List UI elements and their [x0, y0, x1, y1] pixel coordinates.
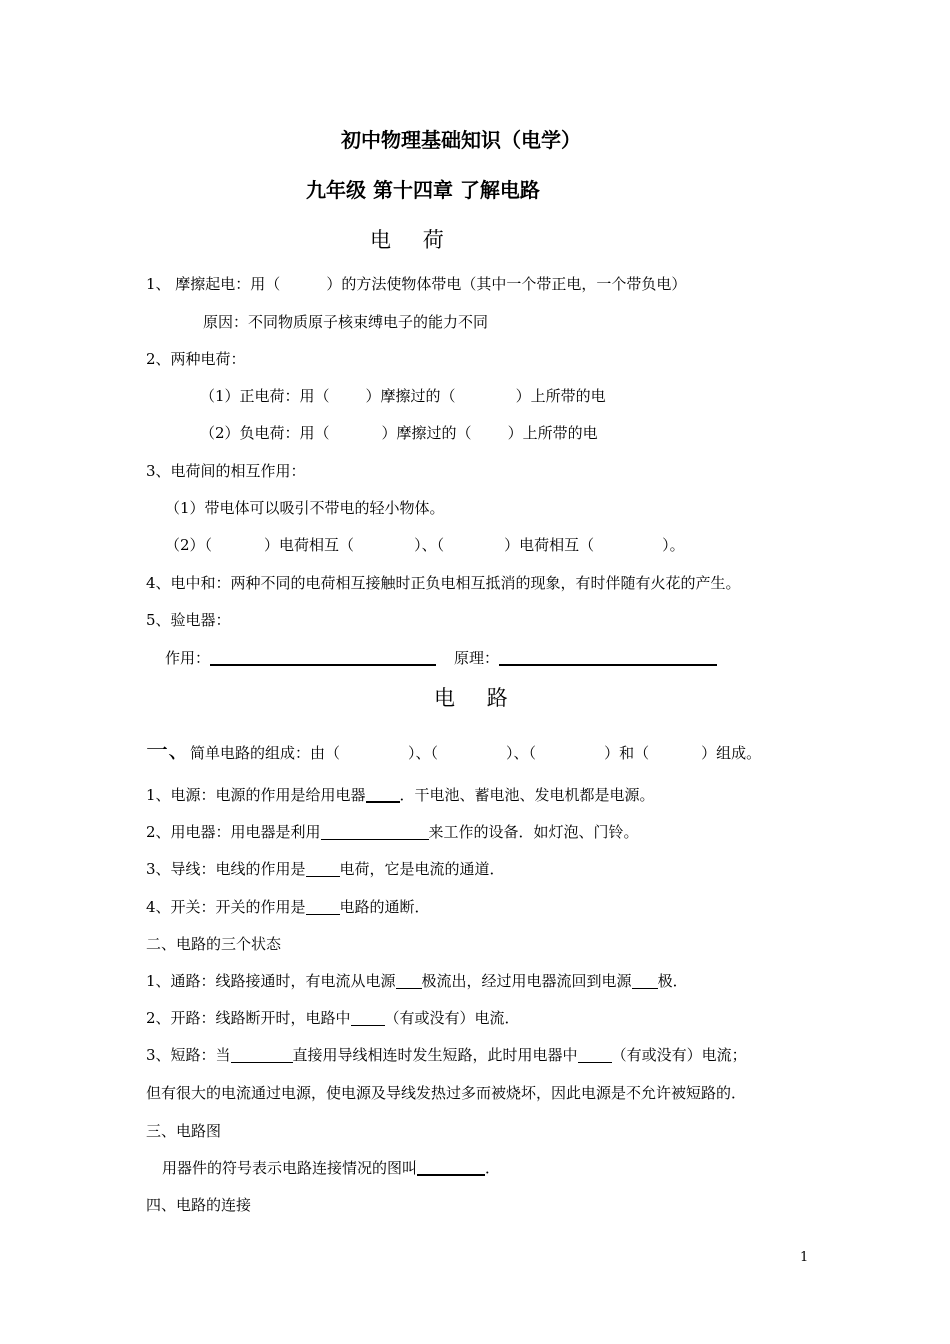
page-number: 1 — [800, 1250, 809, 1265]
charge-item-2-2: （2）负电荷：用（ ）摩擦过的（ ）上所带的电 — [200, 424, 598, 442]
section-heading-circuit: 电 路 — [434, 686, 509, 710]
charge-item-3-1: （1）带电体可以吸引不带电的轻小物体。 — [165, 499, 445, 517]
page-title: 初中物理基础知识（电学） — [341, 128, 581, 152]
circuit-item-3: 3、导线：电线的作用是 电荷，它是电流的通道． — [146, 860, 505, 878]
circuit-item-2: 2、用电器：用电器是利用 来工作的设备．如灯泡、门铃。 — [146, 823, 639, 841]
chapter-title: 九年级 第十四章 了解电路 — [306, 178, 540, 202]
charge-item-4: 4、电中和：两种不同的电荷相互接触时正负电相互抵消的现象，有时伴随有火花的产生。 — [146, 574, 741, 592]
circuit-state-3-cont: 但有很大的电流通过电源，使电源及导线发热过多而被烧坏，因此电源是不允许被短路的． — [146, 1084, 747, 1102]
circuit-item-4: 4、开关：开关的作用是 电路的通断． — [146, 898, 430, 916]
electroscope-fill-line — [165, 648, 717, 668]
charge-item-3: 3、电荷间的相互作用： — [146, 462, 306, 480]
charge-item-3-2: （2）（ ）电荷相互（ ）、（ ）电荷相互（ ）。 — [165, 536, 685, 554]
charge-item-1-reason: 原因：不同物质原子核束缚电子的能力不同 — [203, 313, 489, 331]
circuit-section-1: 一、简单电路的组成：由（ ）、（ ）、（ ）和（ ）组成。 — [146, 739, 762, 764]
circuit-section-4: 四、电路的连接 — [146, 1196, 252, 1214]
section-heading-charge: 电 荷 — [370, 228, 445, 252]
circuit-state-2: 2、开路：线路断开时，电路中 （有或没有）电流． — [146, 1009, 520, 1027]
electroscope-use-label: 作用： — [165, 649, 211, 667]
circuit-section-2: 二、电路的三个状态 — [146, 935, 282, 953]
circuit-state-1: 1、通路：线路接通时，有电流从电源 极流出，经过用电器流回到电源 极． — [146, 972, 688, 990]
circuit-diagram-def: 用器件的符号表示电路连接情况的图叫 ． — [162, 1159, 501, 1177]
charge-item-2: 2、两种电荷： — [146, 350, 246, 368]
circuit-section-3: 三、电路图 — [146, 1122, 222, 1140]
circuit-item-1: 1、电源：电源的作用是给用电器 ．干电池、蓄电池、发电机都是电源。 — [146, 786, 655, 804]
charge-item-1: 1、 摩擦起电：用（ ）的方法使物体带电（其中一个带正电，一个带负电） — [146, 275, 687, 293]
electroscope-principle-label: 原理： — [454, 649, 500, 667]
charge-item-5: 5、验电器： — [146, 611, 231, 629]
charge-item-2-1: （1）正电荷：用（ ）摩擦过的（ ）上所带的电 — [200, 387, 606, 405]
circuit-state-3: 3、短路：当 直接用导线相连时发生短路，此时用电器中 （有或没有）电流； — [146, 1046, 747, 1064]
